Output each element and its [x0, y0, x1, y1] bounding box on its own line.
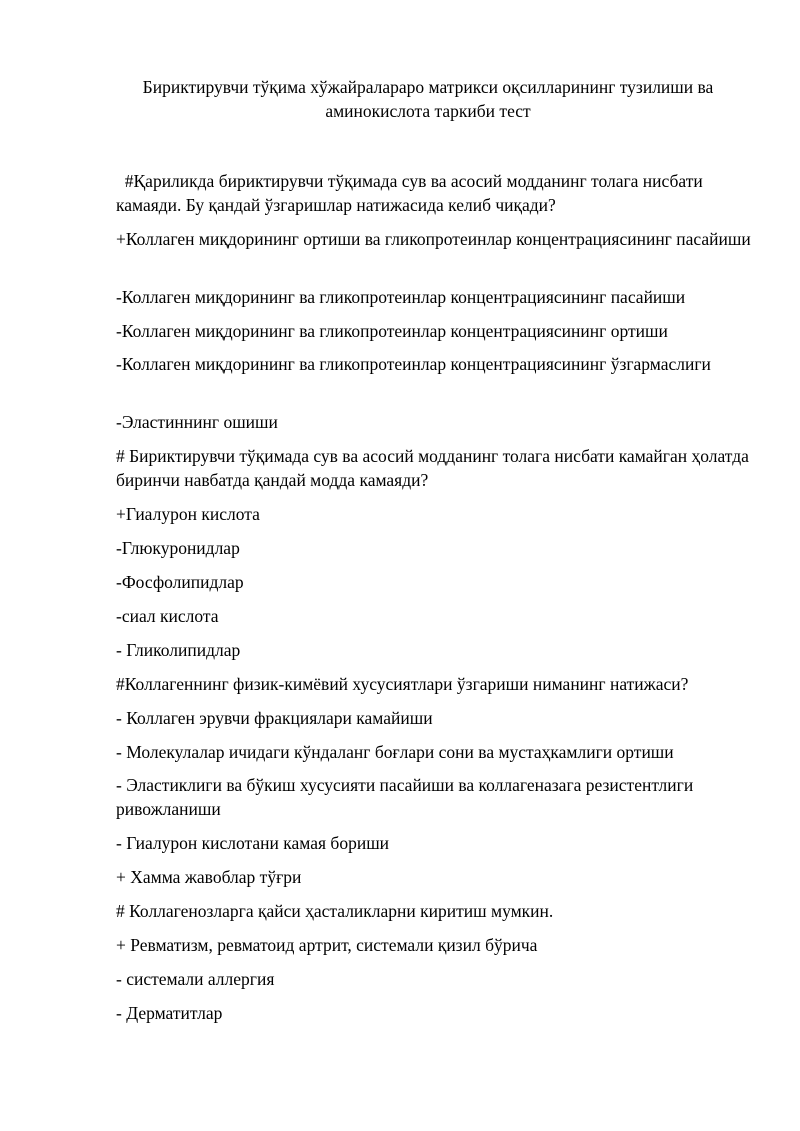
question-2-option-1: +Гиалурон кислота	[116, 504, 260, 524]
question-2-option-2: -Глюкуронидлар	[116, 538, 240, 558]
question-1-option-3: -Коллаген миқдорининг ва гликопротеинлар концентрациясининг ортиши	[116, 321, 668, 341]
document-title: Бириктирувчи тўқима хўжайралараро матрикси оқсилларининг тузилиши ва аминокислота таркиби тест	[142, 77, 714, 121]
question-1-option-5: -Эластиннинг ошиши	[116, 412, 278, 432]
question-2-option-5: - Гликолипидлар	[116, 640, 241, 660]
question-4-option-1: + Ревматизм, ревматоид артрит, системали қизил бўрича	[116, 935, 538, 955]
question-3-option-3: - Эластиклиги ва бўкиш хусусияти пасайиши ва коллагеназага резистентлиги ривожланиши	[116, 775, 698, 819]
question-2-option-4: -сиал кислота	[116, 606, 219, 626]
question-4-option-2: - системали аллергия	[116, 969, 275, 989]
question-1-option-2: -Коллаген миқдорининг ва гликопротеинлар концентрациясининг пасайиши	[116, 287, 686, 307]
question-2-option-3: -Фосфолипидлар	[116, 572, 244, 592]
question-4-option-3: - Дерматитлар	[116, 1003, 223, 1023]
question-3-option-2: - Молекулалар ичидаги кўндаланг боғлари сони ва мустаҳкамлиги ортиши	[116, 742, 674, 762]
question-1-option-1: +Коллаген миқдорининг ортиши ва гликопротеинлар концентрациясининг пасайиши	[116, 229, 751, 249]
question-2-text: # Бириктирувчи тўқимада сув ва асосий модданинг толага нисбати камайган ҳолатда биринчи навбатда қандай модда камаяди?	[116, 446, 754, 490]
question-1-option-4: -Коллаген миқдорининг ва гликопротеинлар концентрациясининг ўзгармаслиги	[116, 354, 711, 374]
question-3-option-4: - Гиалурон кислотани камая бориши	[116, 833, 390, 853]
question-1-text: #Қариликда бириктирувчи тўқимада сув ва асосий модданинг толага нисбати камаяди. Бу қандай ўзгаришлар натижасида келиб чиқади?	[116, 171, 708, 215]
question-3-option-5: + Хамма жавоблар тўғри	[116, 867, 302, 887]
question-3-option-1: - Коллаген эрувчи фракциялари камайиши	[116, 708, 433, 728]
question-4-text: # Коллагенозларга қайси ҳасталикларни киритиш мумкин.	[116, 901, 554, 921]
question-3-text: #Коллагеннинг физик-кимёвий хусусиятлари ўзгариши ниманинг натижаси?	[116, 674, 689, 694]
